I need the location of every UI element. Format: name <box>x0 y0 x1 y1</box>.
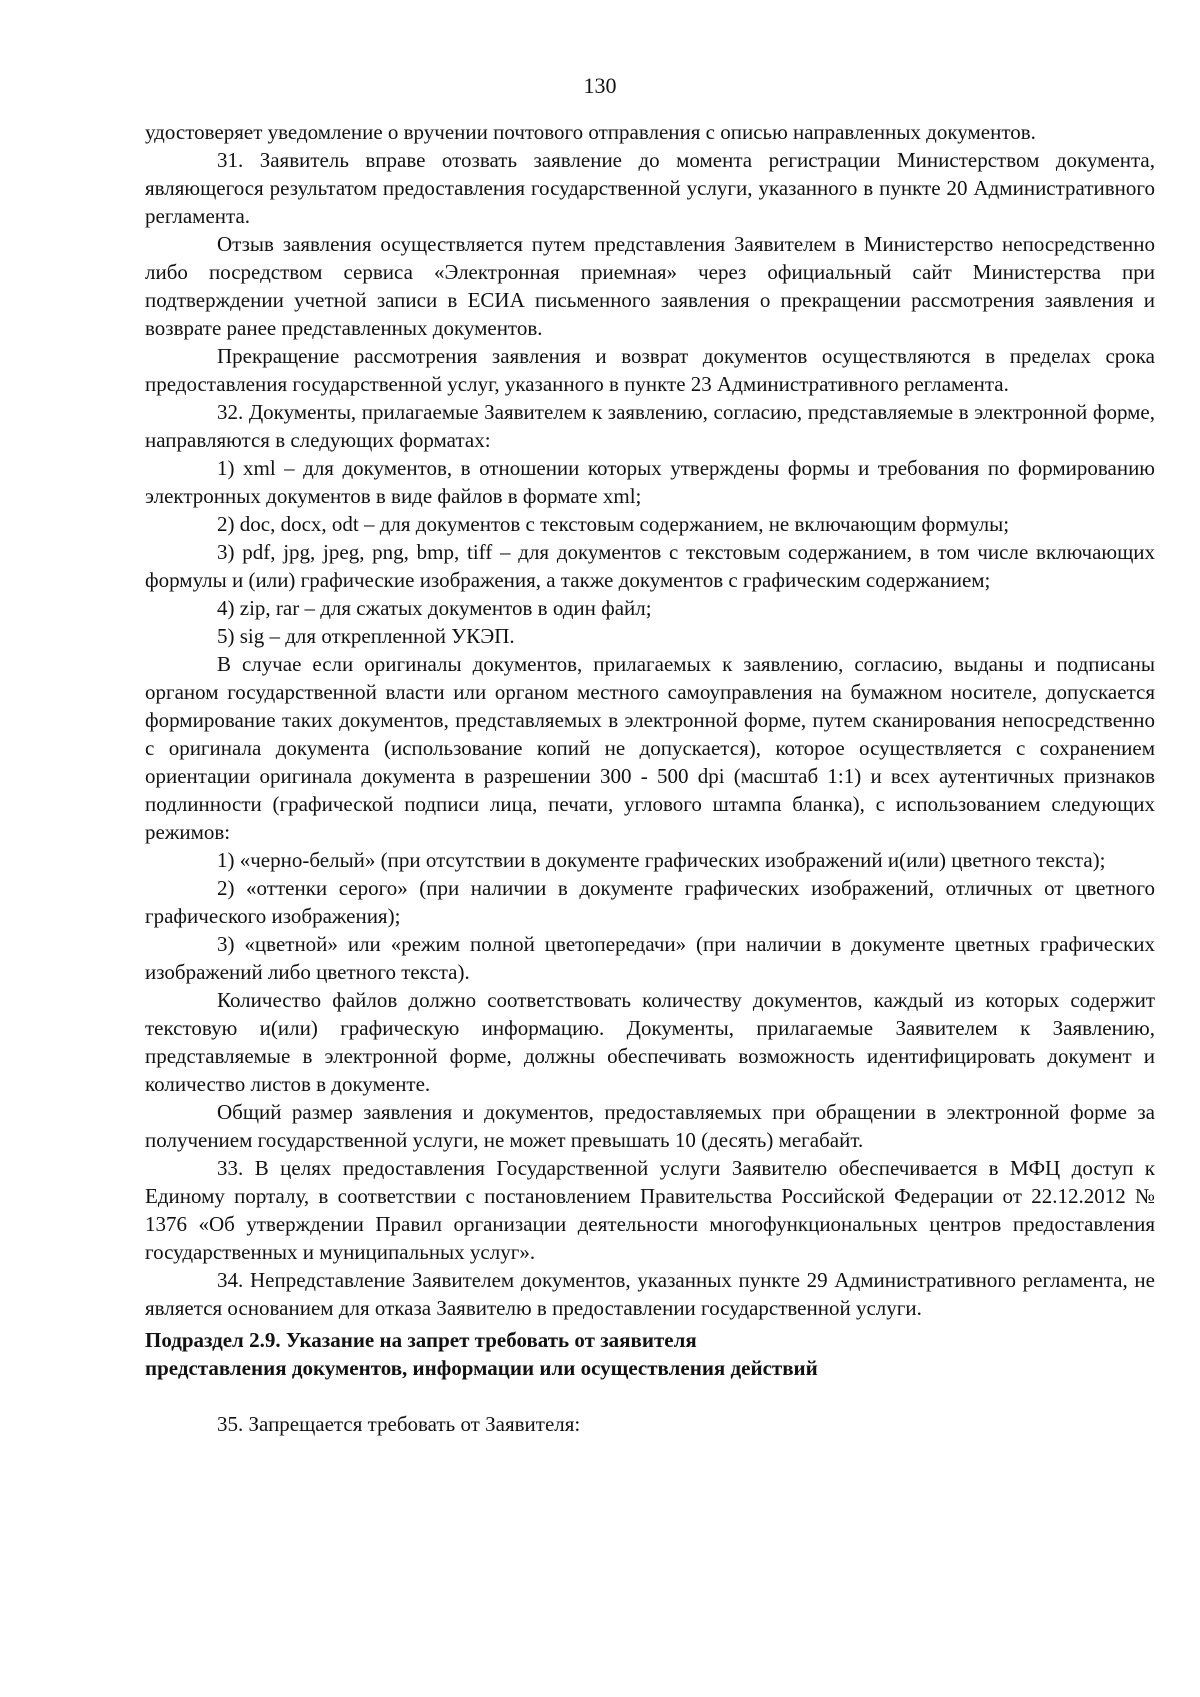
paragraph-withdrawal: Отзыв заявления осуществляется путем представления Заявителем в Министерство непосредственно либо посредством сервиса «Электронная приемная» через официальный сайт Министерства при подтверждении учетной записи в ЕСИА письменного заявления о прекращении рассмотрения заявления и возврате ранее представленных документов. <box>145 232 1155 340</box>
paragraph-scanning: В случае если оригиналы документов, прилагаемых к заявлению, согласию, выданы и подписаны органом государственной власти или органом местного самоуправления на бумажном носителе, допускается формирование таких документов, представляемых в электронной форме, путем сканирования непосредственно с оригинала документа (использование копий не допускается), которое осуществляется с сохранением ориентации оригинала документа в разрешении 300 - 500 dpi (масштаб 1:1) и всех аутентичных признаков подлинности (графической подписи лица, печати, углового штампа бланка), с использованием следующих режимов: <box>145 652 1155 844</box>
paragraph-item-34: 34. Непредставление Заявителем документов, указанных пункте 29 Административного регламента, не является основанием для отказа Заявителю в предоставлении государственной услуги. <box>145 1268 1155 1320</box>
subsection-heading-line-1: Подраздел 2.9. Указание на запрет требовать от заявителя <box>145 1328 697 1352</box>
document-body <box>145 118 1155 1438</box>
paragraph-continuation: удостоверяет уведомление о вручении почтового отправления с описью направленных документов. <box>145 120 1036 144</box>
paragraph-item-35: 35. Запрещается требовать от Заявителя: <box>217 1412 581 1436</box>
mode-item-color: 3) «цветной» или «режим полной цветопередачи» (при наличии в документе цветных графических изображений либо цветного текста). <box>145 932 1155 984</box>
format-item-pdf: 3) pdf, jpg, jpeg, png, bmp, tiff – для документов с текстовым содержанием, в том числе включающих формулы и (или) графические изображения, а также документов с графическим содержанием; <box>145 540 1155 592</box>
subsection-heading-line-2: представления документов, информации или осуществления действий <box>145 1356 818 1380</box>
format-item-sig: 5) sig – для открепленной УКЭП. <box>217 624 515 648</box>
mode-item-gray: 2) «оттенки серого» (при наличии в документе графических изображений, отличных от цветного графического изображения); <box>145 876 1155 928</box>
format-item-zip: 4) zip, rar – для сжатых документов в один файл; <box>217 596 652 620</box>
format-item-doc: 2) doc, docx, odt – для документов с текстовым содержанием, не включающим формулы; <box>217 512 1010 536</box>
format-item-xml: 1) xml – для документов, в отношении которых утверждены формы и требования по формированию электронных документов в виде файлов в формате xml; <box>145 456 1155 508</box>
mode-item-bw: 1) «черно-белый» (при отсутствии в документе графических изображений и(или) цветного текста); <box>217 848 1106 872</box>
paragraph-total-size: Общий размер заявления и документов, предоставляемых при обращении в электронной форме за получением государственной услуги, не может превышать 10 (десять) мегабайт. <box>145 1100 1155 1152</box>
paragraph-termination: Прекращение рассмотрения заявления и возврат документов осуществляются в пределах срока предоставления государственной услуг, указанного в пункте 23 Административного регламента. <box>145 344 1155 396</box>
paragraph-item-33: 33. В целях предоставления Государственной услуги Заявителю обеспечивается в МФЦ доступ к Единому порталу, в соответствии с постановлением Правительства Российской Федерации от 22.12.2012 № 1376 «Об утверждении Правил организации деятельности многофункциональных центров предоставления государственных и муниципальных услуг». <box>145 1156 1155 1264</box>
paragraph-file-count: Количество файлов должно соответствовать количеству документов, каждый из которых содержит текстовую и(или) графическую информацию. Документы, прилагаемые Заявителем к Заявлению, представляемые в электронной форме, должны обеспечивать возможность идентифицировать документ и количество листов в документе. <box>145 988 1155 1096</box>
paragraph-item-31: 31. Заявитель вправе отозвать заявление до момента регистрации Министерством документа, являющегося результатом предоставления государственной услуги, указанного в пункте 20 Административного регламента. <box>145 148 1155 228</box>
paragraph-item-32: 32. Документы, прилагаемые Заявителем к заявлению, согласию, представляемые в электронной форме, направляются в следующих форматах: <box>145 400 1155 452</box>
subsection-heading <box>145 1326 1155 1382</box>
page-number: 130 <box>583 73 617 98</box>
